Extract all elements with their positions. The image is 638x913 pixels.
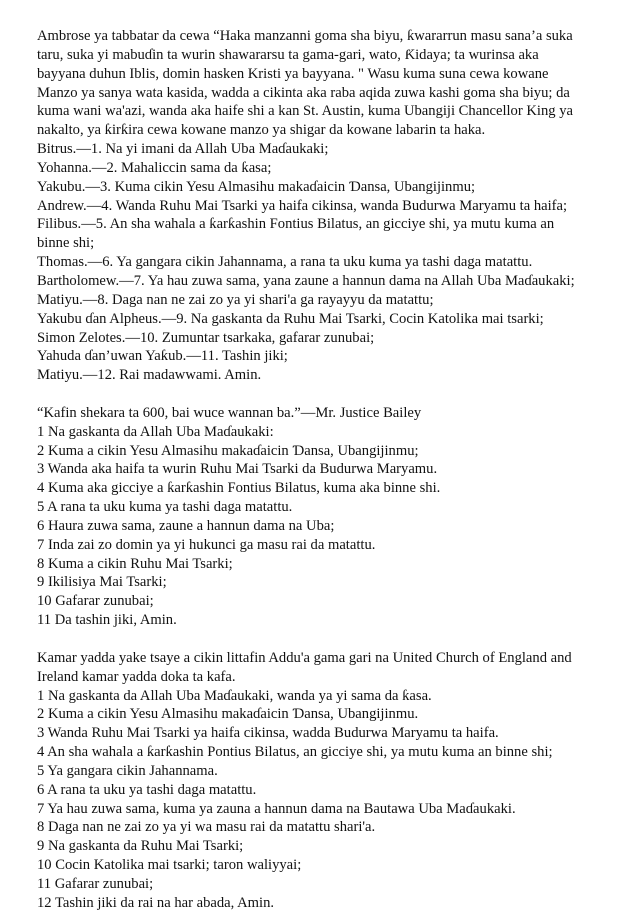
text-line: Manzo ya sanya wata kasida, wadda a cikinta aka raba aqida zuwa kashi goma sha biyu; da	[37, 84, 570, 101]
creed-line: Simon Zelotes.—10. Zumuntar tsarkaka, gafarar zunubai;	[37, 329, 375, 346]
bailey-creed-section	[37, 404, 603, 630]
creed-line: 8 Kuma a cikin Ruhu Mai Tsarki;	[37, 555, 233, 572]
text-line: nakalto, ya ƙirƙira cewa kowane manzo ya shigar da kowane labarin ta haka.	[37, 122, 486, 139]
creed-line: 8 Daga nan ne zai zo ya yi wa masu rai da matattu shari'a.	[37, 819, 376, 836]
creed-line: Yohanna.—2. Mahaliccin sama da ƙasa;	[37, 159, 272, 176]
creed-line: Yakubu.—3. Kuma cikin Yesu Almasihu makaɗaicin Ɗansa, Ubangijinmu;	[37, 178, 476, 195]
creed-line: 7 Inda zai zo domin ya yi hukunci ga masu rai da matattu.	[37, 536, 376, 553]
creed-line: 2 Kuma a cikin Yesu Almasihu makaɗaicin Ɗansa, Ubangijinmu;	[37, 442, 419, 459]
creed-line: Bartholomew.—7. Ya hau zuwa sama, yana zaune a hannun dama na Allah Uba Maɗaukaki;	[37, 272, 575, 289]
intro-section	[37, 27, 603, 385]
creed-line: Bitrus.—1. Na yi imani da Allah Uba Maɗaukaki;	[37, 141, 329, 158]
creed-line: 2 Kuma a cikin Yesu Almasihu makaɗaicin Ɗansa, Ubangijinmu.	[37, 706, 419, 723]
creed-line: 1 Na gaskanta da Allah Uba Maɗaukaki:	[37, 423, 274, 440]
church-of-england-creed-section	[37, 649, 603, 913]
creed-line: Filibus.—5. An sha wahala a ƙarƙashin Fontius Bilatus, an gicciye shi, ya mutu kuma an	[37, 216, 555, 233]
creed-line: 11 Da tashin jiki, Amin.	[37, 612, 177, 629]
creed-line: 4 An sha wahala a ƙarƙashin Pontius Bilatus, an gicciye shi, ya mutu kuma an binne shi;	[37, 744, 553, 761]
section-heading: Ireland kamar yadda doka ta kafa.	[37, 668, 236, 685]
creed-line: 3 Wanda aka haifa ta wurin Ruhu Mai Tsarki da Budurwa Maryamu.	[37, 461, 438, 478]
creed-line: 9 Na gaskanta da Ruhu Mai Tsarki;	[37, 838, 244, 855]
paragraph-gap	[37, 630, 603, 649]
creed-line: Matiyu.—8. Daga nan ne zai zo ya yi shari'a ga rayayyu da matattu;	[37, 291, 434, 308]
section-heading: “Kafin shekara ta 600, bai wuce wannan ba.”—Mr. Justice Bailey	[37, 404, 422, 421]
creed-line: Yakubu ɗan Alpheus.—9. Na gaskanta da Ruhu Mai Tsarki, Cocin Katolika mai tsarki;	[37, 310, 544, 327]
creed-line: 6 A rana ta uku ya tashi daga matattu.	[37, 781, 257, 798]
creed-line: 4 Kuma aka gicciye a ƙarƙashin Fontius Bilatus, kuma aka binne shi.	[37, 480, 441, 497]
creed-line: Matiyu.—12. Rai madawwami. Amin.	[37, 367, 262, 384]
text-line: Ambrose ya tabbatar da cewa “Haka manzanni goma sha biyu, ƙwararrun masu sana’a suka	[37, 28, 573, 44]
creed-line: Thomas.—6. Ya gangara cikin Jahannama, a rana ta uku kuma ya tashi daga matattu.	[37, 254, 533, 271]
text-line: bayyana duhun Iblis, domin hasken Kristi ya bayyana. " Wasu kuma suna cewa kowane	[37, 65, 549, 82]
creed-line: 5 Ya gangara cikin Jahannama.	[37, 762, 218, 779]
creed-line: 5 A rana ta uku kuma ya tashi daga matattu.	[37, 499, 293, 516]
paragraph-gap	[37, 385, 603, 404]
creed-line: Yahuda ɗan’uwan Yaƙub.—11. Tashin jiki;	[37, 348, 288, 365]
creed-line: 9 Ikilisiya Mai Tsarki;	[37, 574, 167, 591]
creed-line: 11 Gafarar zunubai;	[37, 875, 154, 892]
creed-line: 12 Tashin jiki da rai na har abada, Amin.	[37, 894, 275, 911]
creed-line: 3 Wanda Ruhu Mai Tsarki ya haifa cikinsa, wadda Budurwa Maryamu ta haifa.	[37, 725, 499, 742]
text-line: taru, suka yi mabuɗin ta wurin shawararsu ta gama-gari, wato, Ƙidaya; ta wurinsa aka	[37, 46, 539, 63]
document-page	[37, 27, 603, 913]
creed-line: binne shi;	[37, 235, 95, 252]
section-heading: Kamar yadda yake tsaye a cikin littafin Addu'a gama gari na United Church of England and	[37, 649, 572, 666]
creed-line: 10 Gafarar zunubai;	[37, 593, 154, 610]
creed-line: 6 Haura zuwa sama, zaune a hannun dama na Uba;	[37, 517, 335, 534]
creed-line: Andrew.—4. Wanda Ruhu Mai Tsarki ya haifa cikinsa, wanda Budurwa Maryamu ta haifa;	[37, 197, 568, 214]
creed-line: 7 Ya hau zuwa sama, kuma ya zauna a hannun dama na Bautawa Uba Maɗaukaki.	[37, 800, 516, 817]
creed-line: 1 Na gaskanta da Allah Uba Maɗaukaki, wanda ya yi sama da ƙasa.	[37, 687, 432, 704]
text-line: kuma wani wa'azi, wanda aka haife shi a kan St. Austin, kuma Ubangiji Chancellor King ya	[37, 103, 573, 120]
creed-line: 10 Cocin Katolika mai tsarki; taron waliyyai;	[37, 857, 302, 874]
